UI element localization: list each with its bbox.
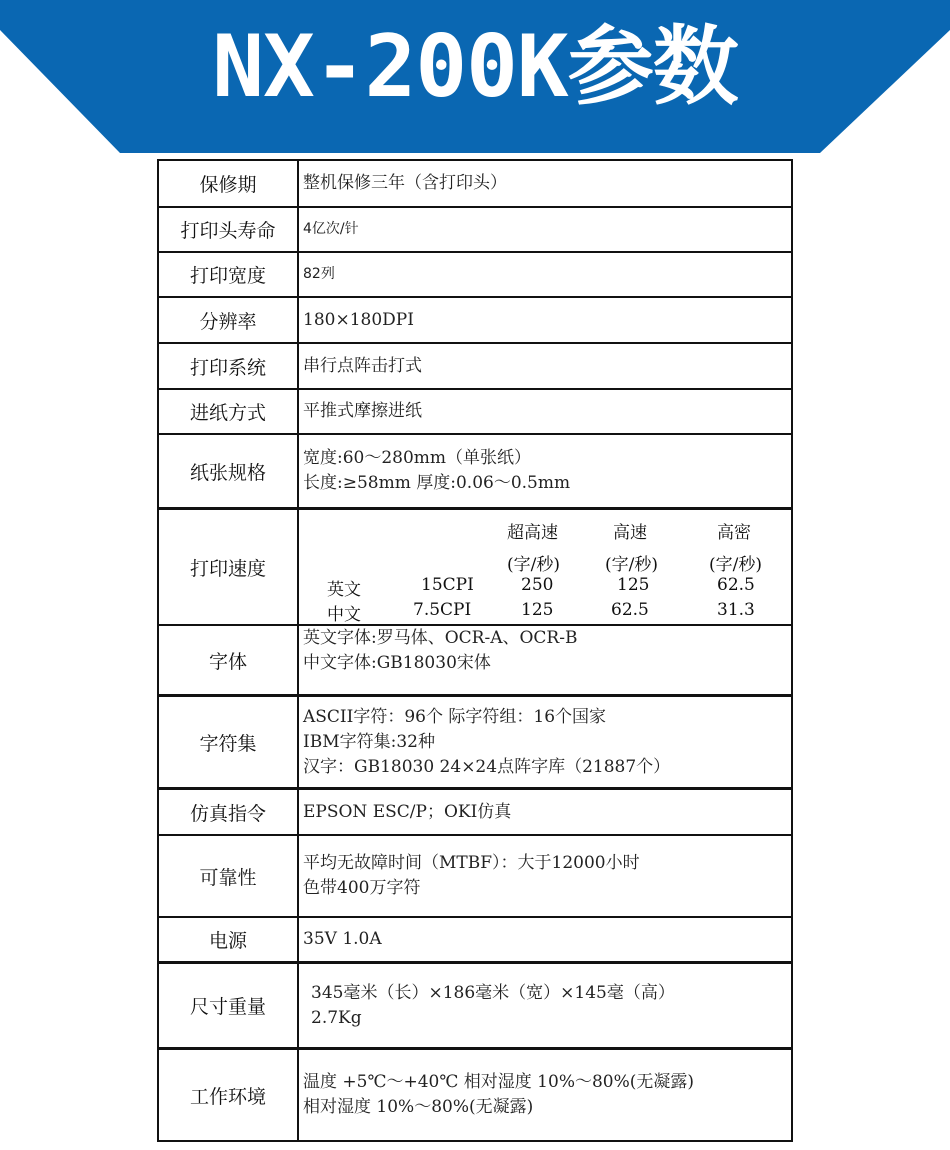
value-line: 82列: [303, 266, 335, 282]
row-value: [299, 161, 791, 206]
value-line: 整机保修三年（含打印头）: [303, 173, 507, 193]
speed-lang: 中文: [327, 605, 361, 625]
row-label: 打印系统: [159, 344, 299, 388]
speed-unit: (字/秒): [709, 555, 762, 575]
table-row: [159, 161, 791, 208]
speed-unit: (字/秒): [507, 555, 560, 575]
table-row: [159, 298, 791, 344]
speed-cpi: 7.5CPI: [413, 600, 472, 620]
speed-value: 250: [521, 575, 554, 595]
speed-unit: (字/秒): [605, 555, 658, 575]
row-label: 字体: [159, 626, 299, 694]
row-label: 打印宽度: [159, 253, 299, 296]
value-line: 色带400万字符: [303, 878, 421, 898]
row-value: [299, 298, 791, 342]
row-value: [299, 390, 791, 433]
table-row: [159, 344, 791, 390]
row-label: 打印速度: [159, 510, 299, 624]
row-value: [299, 435, 791, 507]
table-row: [159, 253, 791, 298]
value-line: 宽度:60～280mm（单张纸）: [303, 448, 532, 468]
speed-value: 62.5: [717, 575, 755, 595]
value-line: IBM字符集:32种: [303, 731, 435, 752]
table-row: [159, 964, 791, 1050]
speed-header: 高密: [717, 523, 751, 543]
spec-table: [157, 159, 793, 1142]
value-line: EPSON ESC/P；OKI仿真: [303, 801, 512, 822]
row-label: 字符集: [159, 697, 299, 787]
row-label: 尺寸重量: [159, 964, 299, 1047]
speed-lang: 英文: [327, 580, 361, 600]
table-row: [159, 836, 791, 918]
row-label: 工作环境: [159, 1050, 299, 1140]
value-line: 2.7Kg: [311, 1007, 362, 1028]
table-row: [159, 1050, 791, 1140]
value-line: 平推式摩擦进纸: [303, 401, 422, 421]
row-label: 纸张规格: [159, 435, 299, 507]
value-line: 汉字：GB18030 24×24点阵字库（21887个）: [303, 756, 671, 777]
value-line: 长度:≥58mm 厚度:0.06～0.5mm: [303, 473, 571, 493]
value-line: 串行点阵击打式: [303, 355, 422, 376]
value-line: ASCII字符：96个 际字符组：16个国家: [303, 706, 607, 727]
speed-header: 超高速: [507, 523, 558, 543]
row-label: 分辨率: [159, 298, 299, 342]
table-row: [159, 918, 791, 964]
table-row: [159, 697, 791, 790]
row-value: [299, 344, 791, 388]
value-line: 相对湿度 10%～80%(无凝露): [303, 1097, 534, 1117]
row-value: [299, 253, 791, 296]
speed-value: 62.5: [611, 600, 649, 620]
row-value: [299, 697, 791, 787]
title-banner: [0, 0, 950, 158]
row-value: [299, 964, 791, 1047]
value-line: 中文字体:GB18030宋体: [303, 653, 491, 673]
value-line: 35V 1.0A: [303, 929, 382, 949]
row-value: [299, 836, 791, 916]
row-label: 可靠性: [159, 836, 299, 916]
value-line: 平均无故障时间（MTBF）：大于12000小时: [303, 853, 640, 873]
value-line: 英文字体:罗马体、OCR-A、OCR-B: [303, 628, 578, 648]
speed-header: 高速: [613, 523, 647, 543]
row-value: [299, 790, 791, 834]
print-speed-grid: [299, 510, 791, 624]
row-value: [299, 918, 791, 961]
row-label: 打印头寿命: [159, 208, 299, 251]
row-value: [299, 208, 791, 251]
table-row: [159, 626, 791, 697]
value-line: 180×180DPI: [303, 309, 414, 330]
row-value: [299, 626, 791, 694]
table-row: [159, 390, 791, 435]
row-label: 进纸方式: [159, 390, 299, 433]
value-line: 345毫米（长）×186毫米（宽）×145毫（高）: [311, 982, 675, 1003]
value-line: 温度 +5℃～+40℃ 相对湿度 10%～80%(无凝露): [303, 1072, 695, 1092]
table-row: [159, 208, 791, 253]
speed-value: 125: [617, 575, 650, 595]
page-title: NX-200K参数: [212, 17, 738, 117]
value-line: 4亿次/针: [303, 221, 359, 237]
table-row: [159, 790, 791, 836]
table-row: [159, 510, 791, 626]
row-label: 电源: [159, 918, 299, 961]
row-label: 保修期: [159, 161, 299, 206]
speed-value: 31.3: [717, 600, 755, 620]
row-label: 仿真指令: [159, 790, 299, 834]
speed-value: 125: [521, 600, 554, 620]
table-row: [159, 435, 791, 510]
speed-cpi: 15CPI: [421, 575, 474, 595]
row-value: [299, 1050, 791, 1140]
